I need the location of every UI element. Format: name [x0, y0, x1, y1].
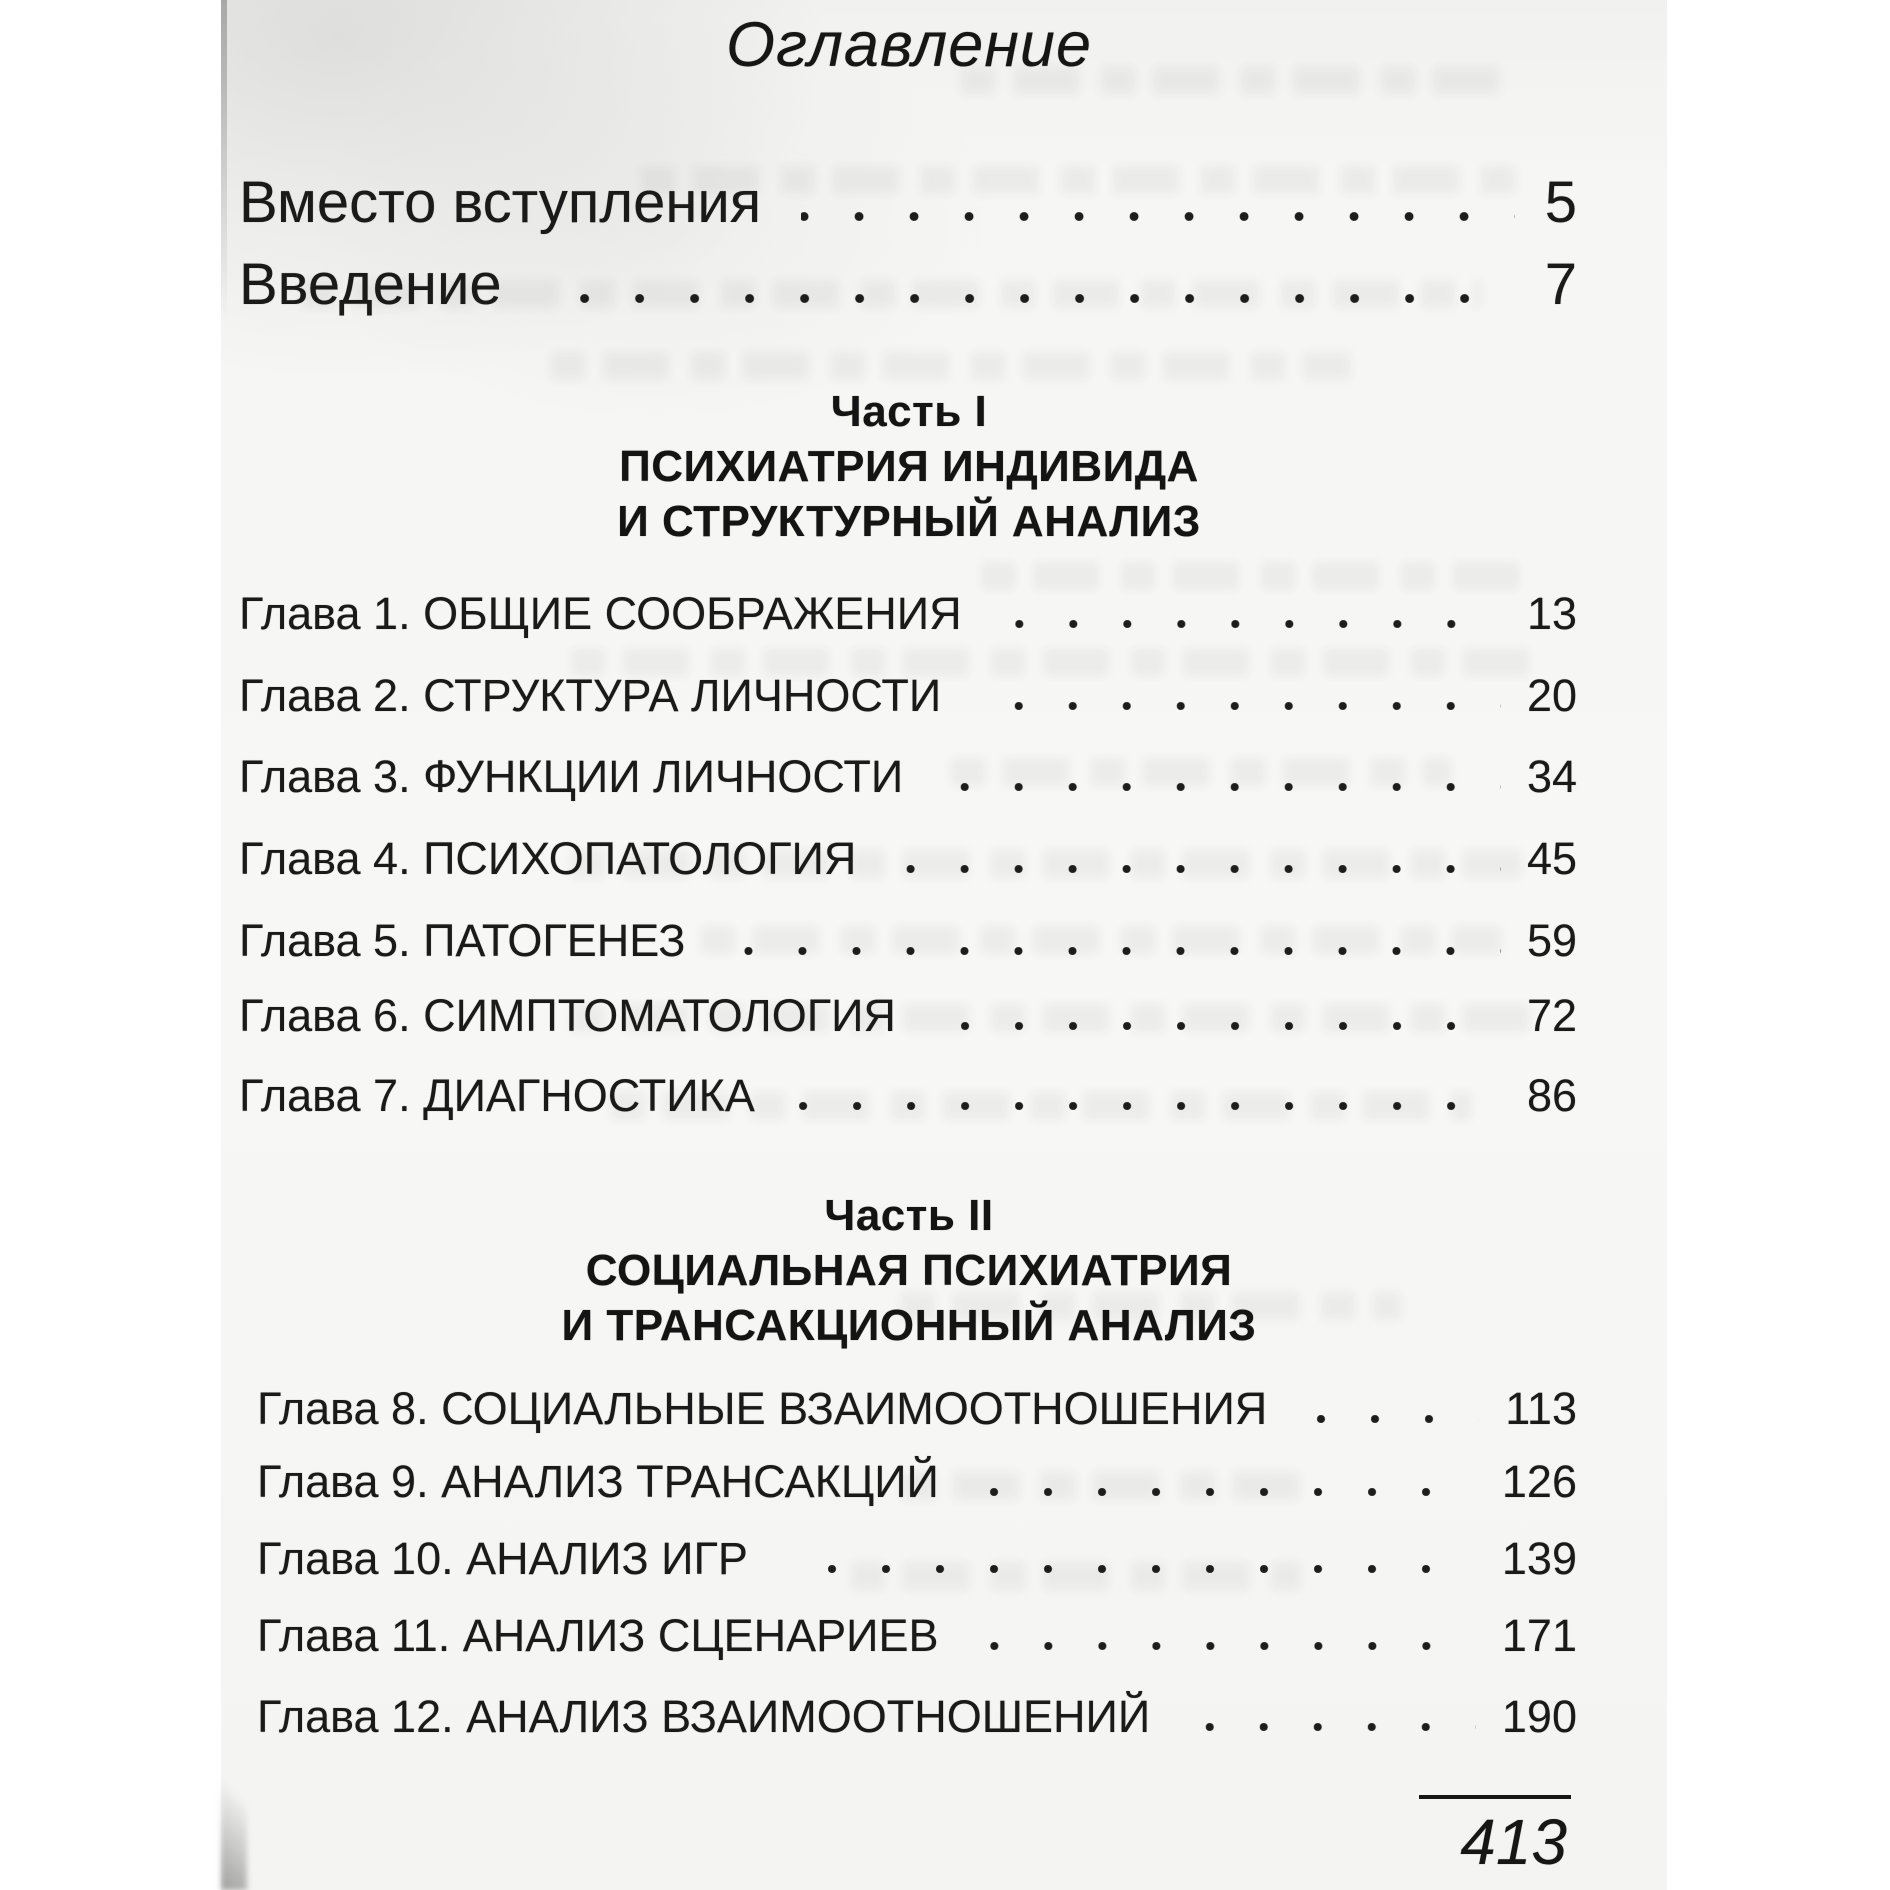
toc-entry-page-number: 86: [1526, 1070, 1577, 1121]
toc-entry-page-number: 171: [1501, 1610, 1577, 1661]
toc-entry-label: Глава 9. АНАЛИЗ ТРАНСАКЦИЙ: [257, 1456, 939, 1507]
toc-entry-label: Глава 7. ДИАГНОСТИКА: [239, 1070, 755, 1121]
toc-row: [239, 834, 1577, 883]
dot-leader: [1186, 1723, 1476, 1731]
toc-row: [239, 254, 1577, 316]
page-sheet: [221, 0, 1667, 1890]
toc-entry-page-number: 113: [1505, 1383, 1577, 1434]
page-corner-shadow: [221, 1740, 247, 1890]
toc-row: [239, 589, 1577, 638]
toc-entry-page-number: 139: [1501, 1533, 1577, 1584]
toc-entry-page-number: 72: [1526, 990, 1577, 1041]
part-1-heading-line: И СТРУКТУРНЫЙ АНАЛИЗ: [617, 497, 1201, 546]
toc-entry-label: Глава 11. АНАЛИЗ СЦЕНАРИЕВ: [257, 1610, 939, 1661]
dot-leader: [932, 1022, 1501, 1030]
toc-entry-page-number: 34: [1526, 751, 1577, 802]
bleed-through-artifact: [981, 562, 1531, 590]
toc-entry-page-number: 45: [1526, 833, 1577, 884]
dot-leader: [784, 1565, 1476, 1573]
dot-leader: [1303, 1415, 1479, 1423]
toc-entry-label: Глава 4. ПСИХОПАТОЛОГИЯ: [239, 833, 857, 884]
toc-entry-label: Введение: [239, 252, 502, 317]
toc-entry-label: Глава 2. СТРУКТУРА ЛИЧНОСТИ: [239, 670, 942, 721]
toc-entry-page-number: 126: [1501, 1456, 1577, 1507]
toc-entry-label: Глава 8. СОЦИАЛЬНЫЕ ВЗАИМООТНОШЕНИЯ: [257, 1383, 1268, 1434]
dot-leader: [975, 1642, 1476, 1650]
dot-leader: [977, 702, 1501, 710]
toc-row: [257, 1611, 1577, 1660]
toc-entry-page-number: 190: [1501, 1691, 1577, 1742]
dot-leader: [975, 1488, 1476, 1496]
toc-entry-page-number: 13: [1526, 588, 1577, 639]
toc-row: [239, 1071, 1577, 1120]
toc-row: [239, 671, 1577, 720]
part-2-heading-line: СОЦИАЛЬНАЯ ПСИХИАТРИЯ: [585, 1246, 1233, 1295]
toc-entry-label: Глава 12. АНАЛИЗ ВЗАИМООТНОШЕНИЙ: [257, 1691, 1151, 1742]
toc-row: [239, 916, 1577, 965]
folio-rule: [1419, 1795, 1571, 1799]
part-1-heading-line: Часть I: [830, 387, 988, 436]
toc-entry-label: Глава 3. ФУНКЦИИ ЛИЧНОСТИ: [239, 751, 904, 802]
part-2-heading-line: И ТРАНСАКЦИОННЫЙ АНАЛИЗ: [561, 1301, 1257, 1350]
dot-leader: [998, 620, 1501, 628]
toc-row: [239, 752, 1577, 801]
toc-entry-label: Глава 5. ПАТОГЕНЕЗ: [239, 915, 686, 966]
page-edge-shadow: [221, 0, 227, 320]
dot-leader: [542, 294, 1515, 303]
dot-leader: [939, 783, 1501, 791]
dot-leader: [892, 865, 1501, 873]
part-1-heading-line: ПСИХИАТРИЯ ИНДИВИДА: [619, 442, 1199, 491]
dot-leader: [791, 1102, 1501, 1110]
toc-entry-label: Глава 10. АНАЛИЗ ИГР: [257, 1533, 748, 1584]
toc-entry-label: Вместо вступления: [239, 170, 762, 235]
bleed-through-artifact: [551, 352, 1351, 380]
part-2-heading: [239, 1188, 1579, 1353]
folio-page-number: 413: [1460, 1806, 1567, 1878]
toc-entry-page-number: 59: [1526, 915, 1577, 966]
part-2-heading-line: Часть II: [824, 1191, 994, 1240]
toc-row: [257, 1384, 1577, 1433]
toc-row: [239, 172, 1577, 234]
toc-entry-page-number: 7: [1544, 252, 1577, 317]
toc-row: [239, 991, 1577, 1040]
toc-row: [257, 1692, 1577, 1741]
part-1-heading: [239, 384, 1579, 549]
page-title: Оглавление: [725, 10, 1093, 80]
toc-entry-page-number: 20: [1526, 670, 1577, 721]
toc-entry-label: Глава 6. СИМПТОМАТОЛОГИЯ: [239, 990, 896, 1041]
toc-row: [257, 1534, 1577, 1583]
toc-row: [257, 1457, 1577, 1506]
toc-entry-label: Глава 1. ОБЩИЕ СООБРАЖЕНИЯ: [239, 588, 962, 639]
dot-leader: [721, 947, 1500, 955]
toc-entry-page-number: 5: [1544, 170, 1577, 235]
dot-leader: [801, 212, 1515, 221]
